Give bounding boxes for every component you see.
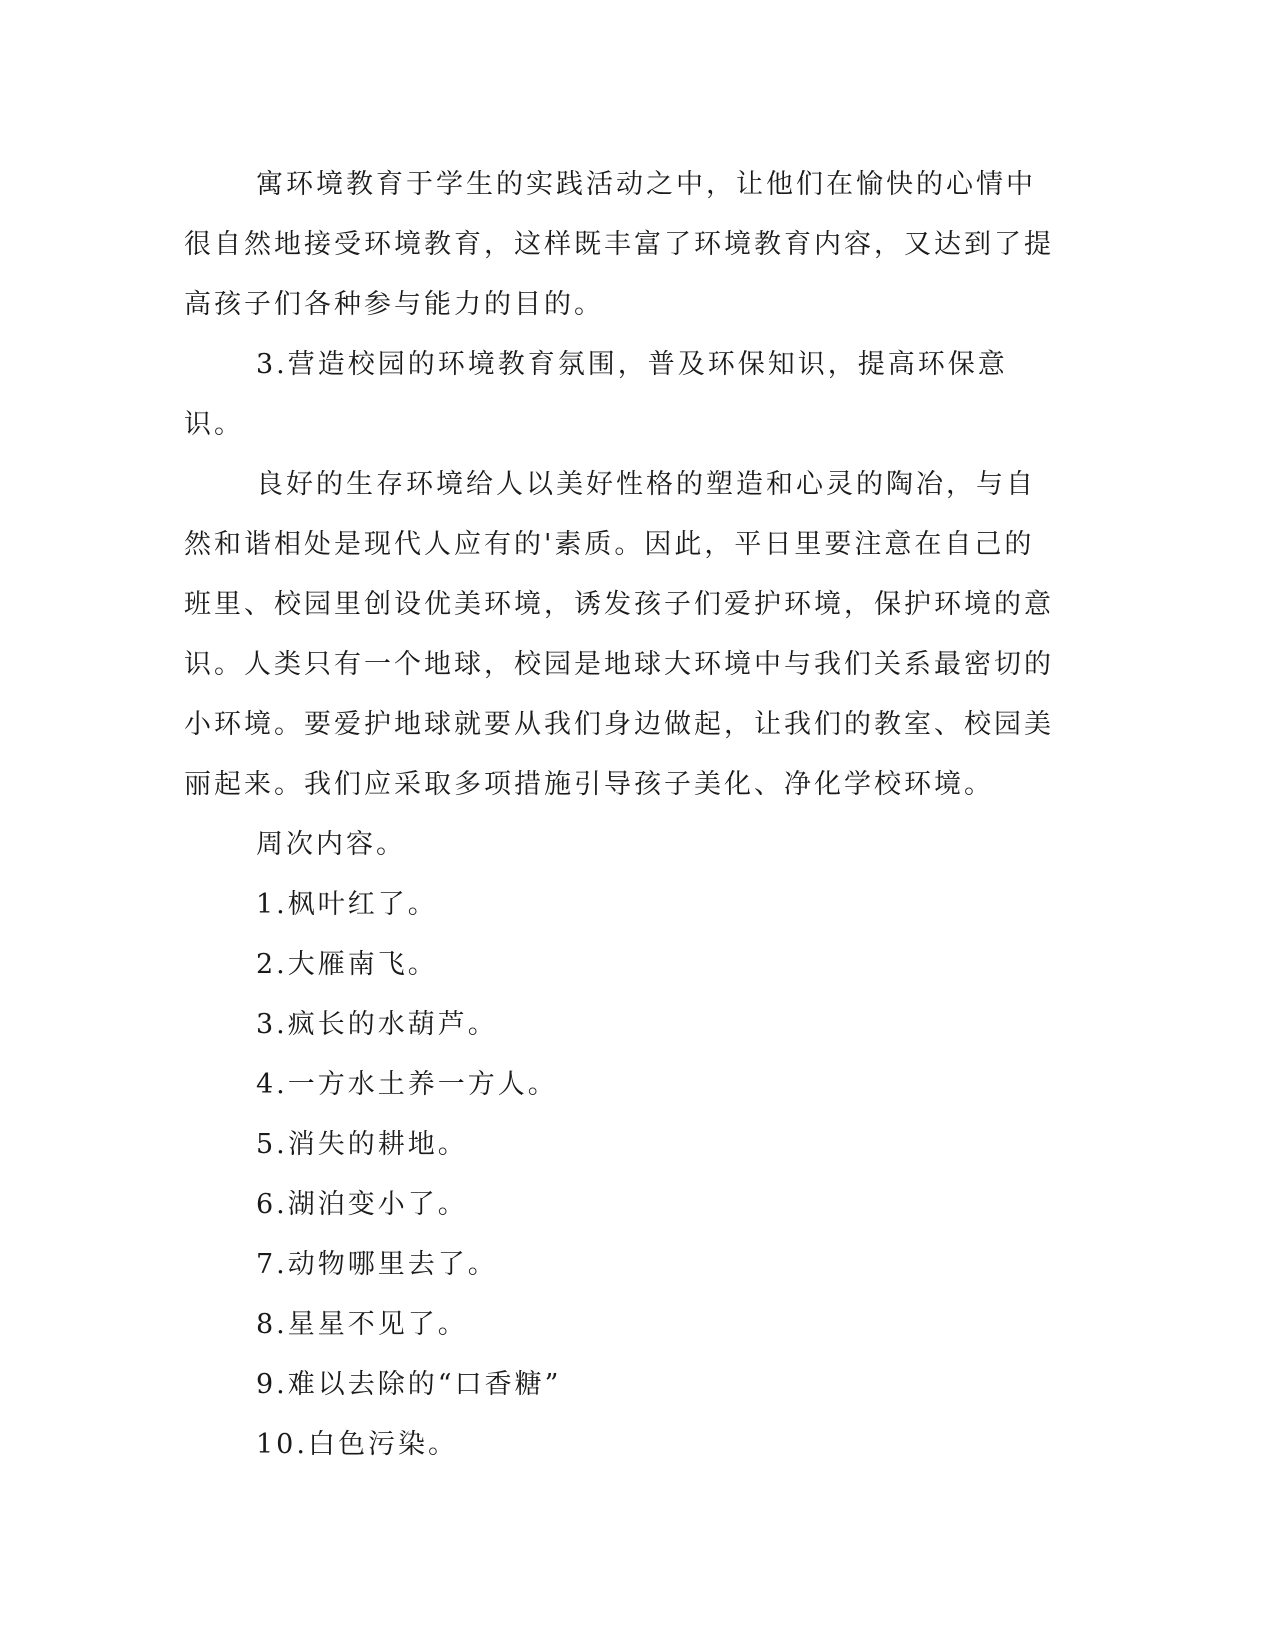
paragraph-heading-3: 3.营造校园的环境教育氛围，普及环保知识，提高环保意识。 (184, 349, 1008, 440)
paragraph-weekly-content: 周次内容。 (256, 829, 406, 860)
list-item: 6.湖泊变小了。 (256, 1189, 468, 1220)
list-item: 7.动物哪里去了。 (256, 1249, 498, 1280)
list-item: 9.难以去除的“口香糖” (256, 1369, 562, 1400)
paragraph-campus-environment: 良好的生存环境给人以美好性格的塑造和心灵的陶冶，与自然和谐相处是现代人应有的'素质。因此，平日里要注意在自己的班里、校园里创设优美环境，诱发孩子们爱护环境，保护环境的意识。人类只有一个地球，校园是地球大环境中与我们关系最密切的小环境。要爱护地球就要从我们身边做起，让我们的教室、校园美丽起来。我们应采取多项措施引导孩子美化、净化学校环境。 (184, 469, 1054, 800)
list-item: 2.大雁南飞。 (256, 949, 438, 980)
paragraph-environment-practice: 寓环境教育于学生的实践活动之中，让他们在愉快的心情中很自然地接受环境教育，这样既丰富了环境教育内容，又达到了提高孩子们各种参与能力的目的。 (184, 169, 1054, 320)
list-item: 8.星星不见了。 (256, 1309, 468, 1340)
list-item: 10.白色污染。 (256, 1429, 458, 1460)
list-item: 3.疯长的水葫芦。 (256, 1009, 498, 1040)
document-body (184, 155, 1064, 1475)
list-item: 1.枫叶红了。 (256, 889, 438, 920)
list-item: 4.一方水土养一方人。 (256, 1069, 558, 1100)
list-item: 5.消失的耕地。 (256, 1129, 468, 1160)
